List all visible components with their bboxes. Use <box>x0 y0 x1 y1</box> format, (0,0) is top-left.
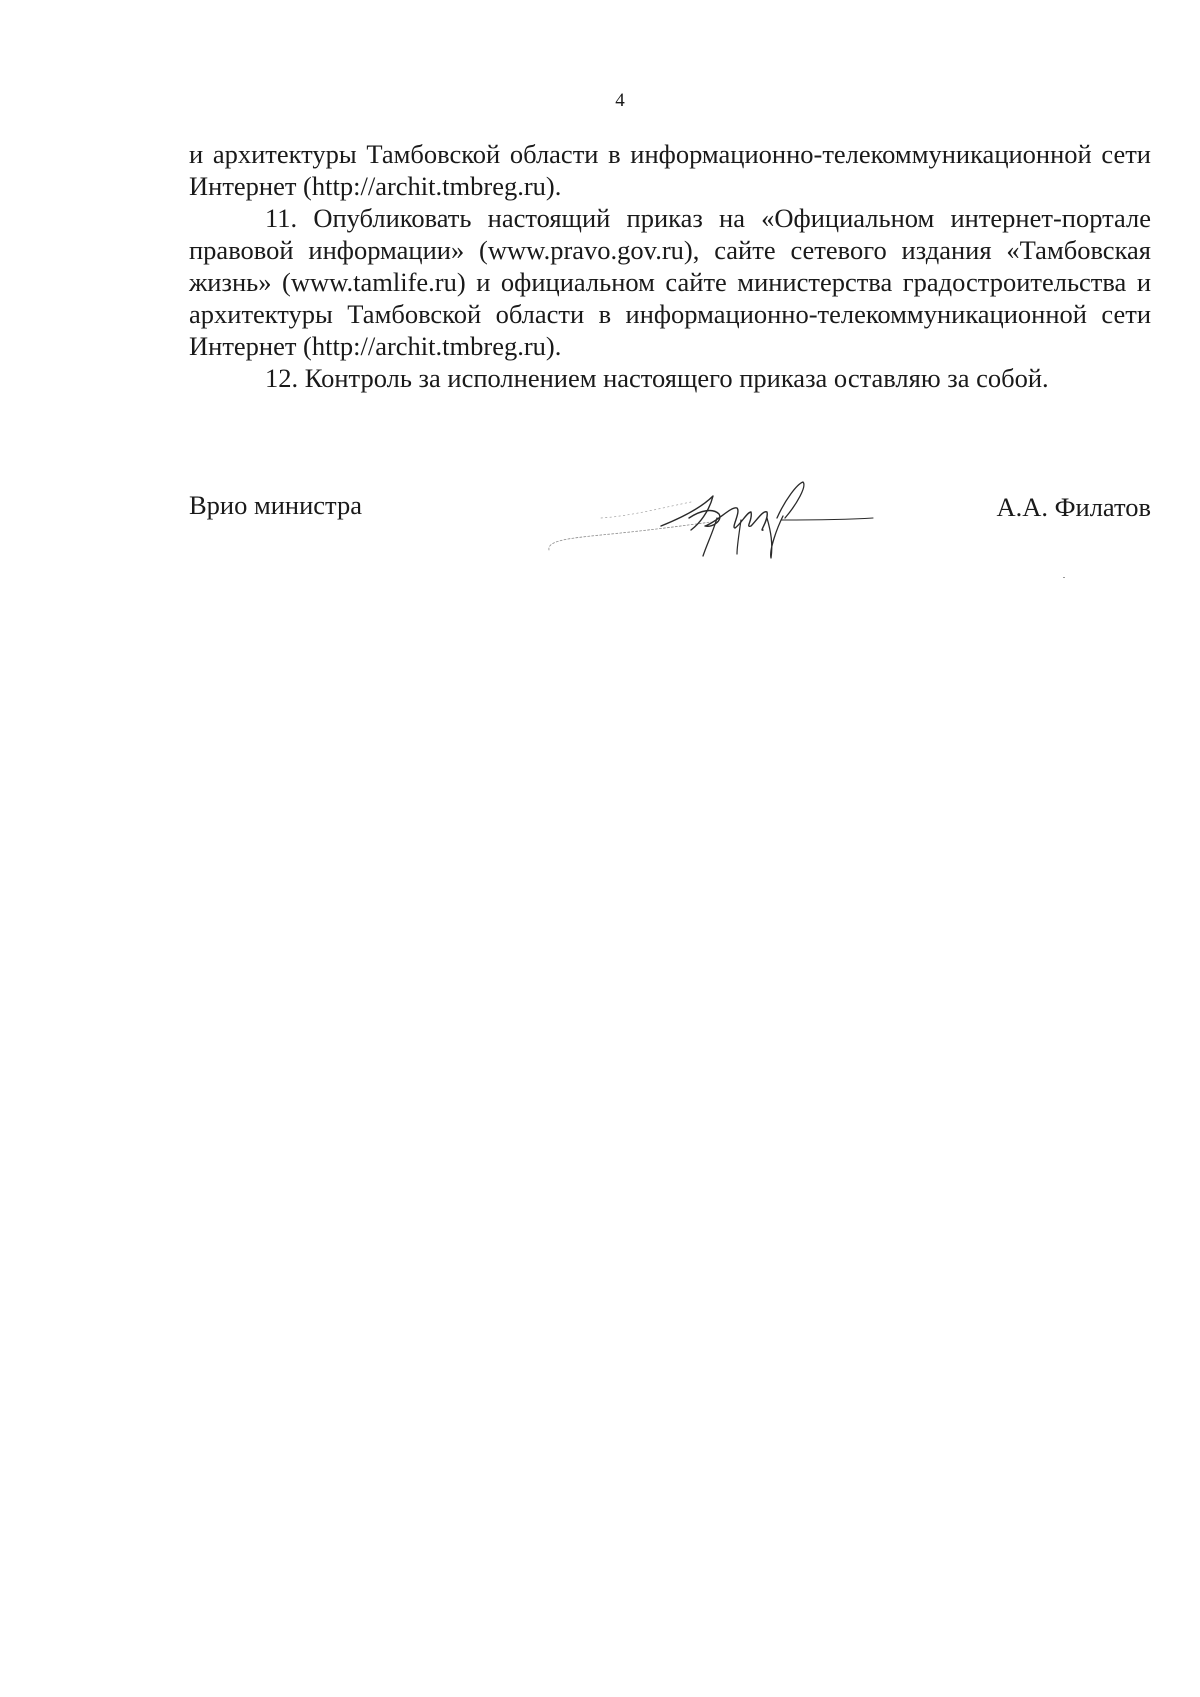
signatory-position: Врио министра <box>189 490 362 520</box>
document-body <box>189 138 1151 394</box>
paragraph-12: 12. Контроль за исполнением настоящего приказа оставляю за собой. <box>265 363 1049 393</box>
signature-block <box>189 490 1151 580</box>
page-number: 4 <box>615 90 625 111</box>
paragraph-11: 11. Опубликовать настоящий приказ на «Официальном интернет-портале правовой информации» (www.pravo.gov.ru), сайте сетевого издания «Тамбовская жизнь» (www.tamlife.ru) и официальном сайте министерства градостроительства и архитектуры Тамбовской области в информационно-телекоммуникационной сети Интернет (http://archit.tmbreg.ru). <box>189 203 1151 361</box>
paragraph-continuation: и архитектуры Тамбовской области в информационно-телекоммуникационной сети Интернет (http://archit.tmbreg.ru). <box>189 139 1151 201</box>
handwritten-signature <box>541 478 881 568</box>
scan-speck <box>1063 577 1065 578</box>
signatory-name: А.А. Филатов <box>996 492 1151 522</box>
